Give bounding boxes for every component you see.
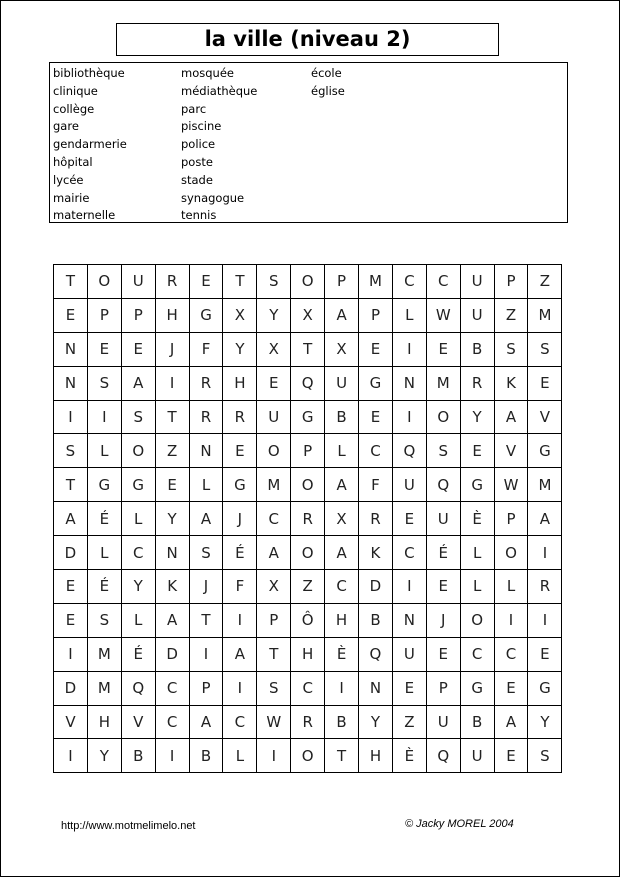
grid-cell[interactable]: S [257,265,291,299]
grid-cell[interactable]: V [121,705,155,739]
grid-cell[interactable]: U [460,298,494,332]
grid-cell[interactable]: P [121,298,155,332]
grid-cell[interactable]: I [189,637,223,671]
grid-cell[interactable]: C [494,637,528,671]
grid-cell[interactable]: Y [257,298,291,332]
grid-cell[interactable]: V [528,400,562,434]
grid-cell[interactable]: G [528,434,562,468]
grid-cell[interactable]: A [325,536,359,570]
grid-cell[interactable]: N [155,536,189,570]
grid-cell[interactable]: H [223,366,257,400]
grid-cell[interactable]: V [54,705,88,739]
grid-cell[interactable]: I [87,400,121,434]
grid-cell[interactable]: Y [87,739,121,773]
grid-row [54,536,562,570]
grid-cell[interactable]: U [460,739,494,773]
grid-cell[interactable]: Z [494,298,528,332]
grid-cell[interactable]: Y [223,332,257,366]
grid-cell[interactable]: Q [359,637,393,671]
grid-cell[interactable]: H [359,739,393,773]
grid-row [54,434,562,468]
word-column-2 [181,65,257,225]
grid-cell[interactable]: C [325,570,359,604]
grid-cell[interactable]: F [189,332,223,366]
grid-cell[interactable]: M [528,298,562,332]
grid-cell[interactable]: C [257,502,291,536]
grid-cell[interactable]: E [494,739,528,773]
grid-cell[interactable]: B [460,705,494,739]
grid-row [54,502,562,536]
grid-cell[interactable]: U [392,468,426,502]
grid-cell[interactable]: L [460,536,494,570]
grid-cell[interactable]: E [426,637,460,671]
grid-cell[interactable]: A [494,400,528,434]
grid-cell[interactable]: I [223,603,257,637]
grid-cell[interactable]: I [155,366,189,400]
grid-cell[interactable]: A [223,637,257,671]
grid-cell[interactable]: A [325,468,359,502]
grid-row [54,739,562,773]
grid-cell[interactable]: R [291,705,325,739]
grid-cell[interactable]: È [460,502,494,536]
page-title: la ville (niveau 2) [116,23,499,56]
grid-cell[interactable]: M [257,468,291,502]
word-list-item: lycée [53,172,84,187]
grid-cell[interactable]: É [87,502,121,536]
grid-cell[interactable]: T [54,468,88,502]
grid-cell[interactable]: C [155,671,189,705]
grid-cell[interactable]: R [189,400,223,434]
grid-cell[interactable]: B [325,705,359,739]
grid-cell[interactable]: A [121,366,155,400]
grid-row [54,603,562,637]
grid-cell[interactable]: U [460,265,494,299]
grid-cell[interactable]: N [359,671,393,705]
grid-cell[interactable]: Z [291,570,325,604]
grid-cell[interactable]: É [87,570,121,604]
grid-cell[interactable]: H [155,298,189,332]
grid-cell[interactable]: R [460,366,494,400]
grid-cell[interactable]: E [121,332,155,366]
grid-cell[interactable]: R [359,502,393,536]
grid-cell[interactable]: S [189,536,223,570]
grid-cell[interactable]: P [325,265,359,299]
grid-cell[interactable]: C [392,265,426,299]
grid-cell[interactable]: S [121,400,155,434]
word-list-item: piscine [181,119,222,134]
grid-cell[interactable]: Q [426,468,460,502]
grid-cell[interactable]: V [494,434,528,468]
grid-cell[interactable]: K [494,366,528,400]
grid-cell[interactable]: È [392,739,426,773]
grid-cell[interactable]: W [494,468,528,502]
grid-cell[interactable]: U [426,502,460,536]
grid-cell[interactable]: K [155,570,189,604]
grid-row [54,400,562,434]
grid-cell[interactable]: G [223,468,257,502]
grid-cell[interactable]: E [223,434,257,468]
grid-row [54,705,562,739]
grid-cell[interactable]: N [189,434,223,468]
grid-cell[interactable]: É [426,536,460,570]
grid-row [54,332,562,366]
grid-cell[interactable]: M [359,265,393,299]
grid-cell[interactable]: I [392,332,426,366]
grid-cell[interactable]: S [494,332,528,366]
grid-cell[interactable]: D [359,570,393,604]
grid-cell[interactable]: I [494,603,528,637]
grid-cell[interactable]: N [54,332,88,366]
grid-cell[interactable]: A [325,298,359,332]
grid-cell[interactable]: C [426,265,460,299]
letter-grid [53,264,562,773]
grid-cell[interactable]: G [189,298,223,332]
grid-cell[interactable]: K [359,536,393,570]
grid-cell[interactable]: E [359,332,393,366]
grid-cell[interactable]: A [528,502,562,536]
grid-cell[interactable]: Q [392,434,426,468]
grid-cell[interactable]: I [54,400,88,434]
grid-cell[interactable]: H [325,603,359,637]
grid-cell[interactable]: I [325,671,359,705]
grid-cell[interactable]: L [189,468,223,502]
grid-cell[interactable]: M [426,366,460,400]
grid-cell[interactable]: E [460,434,494,468]
grid-cell[interactable]: C [291,671,325,705]
word-list-item: mairie [53,190,90,205]
grid-cell[interactable]: T [291,332,325,366]
grid-cell[interactable]: X [257,570,291,604]
grid-cell[interactable]: B [460,332,494,366]
grid-cell[interactable]: S [426,434,460,468]
grid-cell[interactable]: L [223,739,257,773]
grid-cell[interactable]: E [392,502,426,536]
grid-cell[interactable]: Y [121,570,155,604]
grid-cell[interactable]: I [54,739,88,773]
grid-cell[interactable]: T [325,739,359,773]
grid-cell[interactable]: G [359,366,393,400]
grid-cell[interactable]: L [460,570,494,604]
grid-cell[interactable]: O [257,434,291,468]
grid-cell[interactable]: C [223,705,257,739]
grid-row [54,468,562,502]
grid-cell[interactable]: G [121,468,155,502]
grid-cell[interactable]: Y [460,400,494,434]
grid-cell[interactable]: X [325,332,359,366]
grid-cell[interactable]: S [528,332,562,366]
grid-cell[interactable]: O [494,536,528,570]
grid-cell[interactable]: L [392,298,426,332]
word-list-item: hôpital [53,154,93,169]
grid-cell[interactable]: S [528,739,562,773]
grid-cell[interactable]: B [325,400,359,434]
grid-cell[interactable]: R [291,502,325,536]
grid-cell[interactable]: P [494,265,528,299]
grid-cell[interactable]: T [189,603,223,637]
word-list-item: police [181,137,216,152]
word-list-item: médiathèque [181,83,258,98]
grid-cell[interactable]: G [460,671,494,705]
grid-cell[interactable]: M [87,637,121,671]
word-list-item: mosquée [181,66,234,80]
word-list-item: bibliothèque [53,66,125,80]
grid-cell[interactable]: X [325,502,359,536]
grid-cell[interactable]: O [121,434,155,468]
word-list-item: clinique [53,83,98,98]
word-list-item: gendarmerie [53,137,127,152]
grid-cell[interactable]: Q [121,671,155,705]
grid-cell[interactable]: E [54,603,88,637]
grid-cell[interactable]: C [392,536,426,570]
grid-cell[interactable]: R [189,366,223,400]
grid-cell[interactable]: L [121,502,155,536]
grid-cell[interactable]: R [223,400,257,434]
word-list-item: église [311,83,345,98]
grid-cell[interactable]: O [291,468,325,502]
grid-cell[interactable]: I [392,400,426,434]
grid-cell[interactable]: L [494,570,528,604]
website-url: http://www.motmelimelo.net [61,820,196,832]
grid-cell[interactable]: P [359,298,393,332]
grid-cell[interactable]: G [460,468,494,502]
grid-cell[interactable]: E [189,265,223,299]
grid-cell[interactable]: Y [359,705,393,739]
grid-cell[interactable]: P [189,671,223,705]
grid-cell[interactable]: A [257,536,291,570]
grid-cell[interactable]: Y [155,502,189,536]
grid-cell[interactable]: E [54,570,88,604]
grid-cell[interactable]: E [359,400,393,434]
grid-cell[interactable]: J [223,502,257,536]
grid-cell[interactable]: B [121,739,155,773]
grid-cell[interactable]: I [54,637,88,671]
word-list-item: synagogue [181,190,245,205]
grid-cell[interactable]: D [155,637,189,671]
grid-cell[interactable]: M [87,671,121,705]
word-column-1 [53,65,127,225]
grid-cell[interactable]: O [426,400,460,434]
grid-cell[interactable]: I [155,739,189,773]
grid-cell[interactable]: W [426,298,460,332]
word-column-3 [311,65,345,101]
word-list-item: collège [53,101,95,116]
grid-cell[interactable]: R [528,570,562,604]
grid-cell[interactable]: C [460,637,494,671]
grid-cell[interactable]: E [54,298,88,332]
grid-cell[interactable]: W [257,705,291,739]
grid-cell[interactable]: U [257,400,291,434]
grid-cell[interactable]: O [460,603,494,637]
grid-cell[interactable]: D [54,671,88,705]
grid-cell[interactable]: O [87,265,121,299]
grid-cell[interactable]: Z [528,265,562,299]
grid-cell[interactable]: X [291,298,325,332]
grid-cell[interactable]: G [87,468,121,502]
grid-cell[interactable]: S [257,671,291,705]
grid-cell[interactable]: L [325,434,359,468]
grid-cell[interactable]: Ô [291,603,325,637]
word-list-item: gare [53,119,79,134]
word-list-item: poste [181,154,213,169]
grid-cell[interactable]: B [189,739,223,773]
grid-row [54,637,562,671]
word-list-item: école [311,66,342,80]
grid-cell[interactable]: O [291,265,325,299]
grid-cell[interactable]: F [223,570,257,604]
grid-row [54,298,562,332]
grid-cell[interactable]: P [291,434,325,468]
grid-cell[interactable]: T [223,265,257,299]
grid-cell[interactable]: R [155,265,189,299]
grid-cell[interactable]: Z [392,705,426,739]
grid-cell[interactable]: U [121,265,155,299]
word-list-item: tennis [181,208,217,223]
word-list-item: parc [181,101,207,116]
grid-cell[interactable]: É [223,536,257,570]
grid-cell[interactable]: È [325,637,359,671]
grid-cell[interactable]: N [392,603,426,637]
grid-cell[interactable]: O [291,536,325,570]
grid-cell[interactable]: T [155,400,189,434]
grid-cell[interactable]: A [189,502,223,536]
grid-cell[interactable]: N [392,366,426,400]
grid-cell[interactable]: Z [155,434,189,468]
grid-cell[interactable]: J [155,332,189,366]
grid-cell[interactable]: J [189,570,223,604]
grid-cell[interactable]: I [392,570,426,604]
grid-cell[interactable]: L [121,603,155,637]
grid-cell[interactable]: H [291,637,325,671]
grid-cell[interactable]: E [426,570,460,604]
grid-cell[interactable]: I [223,671,257,705]
word-list [49,62,568,223]
grid-cell[interactable]: S [87,603,121,637]
grid-cell[interactable]: A [189,705,223,739]
grid-cell[interactable]: J [426,603,460,637]
grid-cell[interactable]: E [494,671,528,705]
grid-cell[interactable]: B [359,603,393,637]
grid-cell[interactable]: X [223,298,257,332]
grid-cell[interactable]: T [257,637,291,671]
grid-cell[interactable]: P [257,603,291,637]
grid-row [54,570,562,604]
grid-cell[interactable]: E [426,332,460,366]
grid-cell[interactable]: F [359,468,393,502]
grid-cell[interactable]: E [87,332,121,366]
grid-cell[interactable]: L [87,434,121,468]
grid-cell[interactable]: Q [291,366,325,400]
grid-cell[interactable]: E [257,366,291,400]
word-list-item: maternelle [53,208,116,223]
grid-cell[interactable]: U [426,705,460,739]
grid-cell[interactable]: C [359,434,393,468]
grid-cell[interactable]: G [528,671,562,705]
grid-cell[interactable]: D [54,536,88,570]
grid-cell[interactable]: A [494,705,528,739]
grid-cell[interactable]: X [257,332,291,366]
grid-cell[interactable]: Q [426,739,460,773]
grid-cell[interactable]: O [291,739,325,773]
grid-cell[interactable]: H [87,705,121,739]
grid-cell[interactable]: S [87,366,121,400]
grid-cell[interactable]: Y [528,705,562,739]
grid-cell[interactable]: E [528,366,562,400]
grid-cell[interactable]: C [155,705,189,739]
grid-cell[interactable]: P [426,671,460,705]
grid-cell[interactable]: T [54,265,88,299]
grid-cell[interactable]: U [392,637,426,671]
grid-cell[interactable]: I [257,739,291,773]
word-list-item: stade [181,172,213,187]
grid-cell[interactable]: E [392,671,426,705]
grid-cell[interactable]: I [528,536,562,570]
grid-cell[interactable]: U [325,366,359,400]
grid-cell[interactable]: M [528,468,562,502]
grid-cell[interactable]: P [494,502,528,536]
grid-row [54,366,562,400]
grid-cell[interactable]: E [155,468,189,502]
grid-cell[interactable]: C [121,536,155,570]
copyright-notice: © Jacky MOREL 2004 [405,818,514,830]
grid-cell[interactable]: A [54,502,88,536]
grid-cell[interactable]: P [87,298,121,332]
grid-cell[interactable]: É [121,637,155,671]
grid-cell[interactable]: G [291,400,325,434]
grid-row [54,265,562,299]
grid-row [54,671,562,705]
grid-cell[interactable]: I [528,603,562,637]
grid-cell[interactable]: S [54,434,88,468]
grid-cell[interactable]: N [54,366,88,400]
grid-cell[interactable]: L [87,536,121,570]
grid-cell[interactable]: A [155,603,189,637]
grid-cell[interactable]: E [528,637,562,671]
